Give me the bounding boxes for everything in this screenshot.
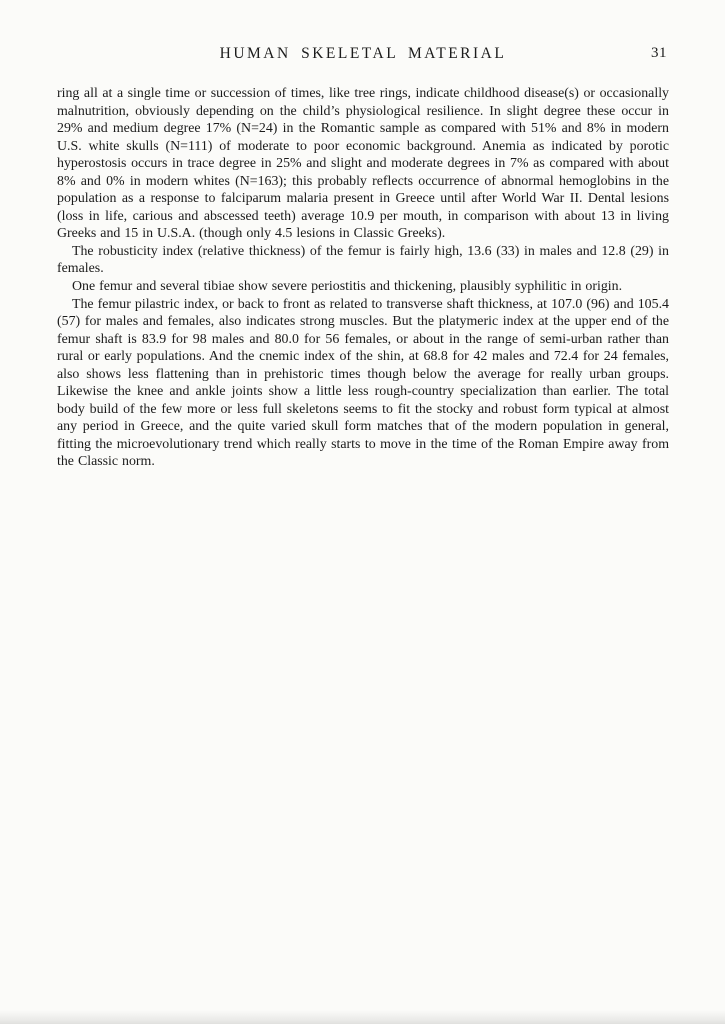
page-bottom-scan-shadow [0, 1010, 725, 1024]
paragraph-robusticity-index: The robusticity index (relative thickness) of the femur is fairly high, 13.6 (33) in males and 12.8 (29) in females. [57, 243, 669, 277]
paragraph-continuation: ring all at a single time or succession of times, like tree rings, indicate childhood disease(s) or occasionally malnutrition, obviously depending on the child’s physiological resilience. In slight degree these occur in 29% and medium degree 17% (N=24) in the Romantic sample as compared with 51% and 8% in modern U.S. white skulls (N=111) of moderate to poor economic background. Anemia as indicated by porotic hyperostosis occurs in trace degree in 25% and slight and moderate degrees in 7% as compared with about 8% and 0% in modern whites (N=163); this probably reflects occurrence of abnormal hemoglobins in the population as a response to falciparum malaria present in Greece until after World War II. Dental lesions (loss in life, carious and abscessed teeth) average 10.9 per mouth, in comparison with about 13 in living Greeks and 15 in U.S.A. (though only 4.5 lesions in Classic Greeks). [57, 86, 669, 242]
running-title: HUMAN SKELETAL MATERIAL [219, 45, 507, 62]
page-header [57, 45, 669, 63]
paragraph-pilastric-index: The femur pilastric index, or back to front as related to transverse shaft thickness, at 107.0 (96) and 105.4 (57) for males and females, also indicates strong muscles. But the platymeric index at the upper end of the femur shaft is 83.9 for 98 males and 80.0 for 56 females, or about in the range of semi-urban rather than rural or early populations. And the cnemic index of the shin, at 68.8 for 42 males and 72.4 for 24 females, also shows less flattening than in prehistoric times though below the average for really urban groups. Likewise the knee and ankle joints show a little less rough-country specialization than earlier. The total body build of the few more or less full skeletons seems to fit the stocky and robust form typical at almost any period in Greece, and the quite varied skull form matches that of the modern population in general, fitting the microevolutionary trend which really starts to move in the time of the Roman Empire away from the Classic norm. [57, 296, 669, 470]
body-text [57, 85, 669, 471]
page-number: 31 [651, 45, 667, 61]
paragraph-periostitis: One femur and several tibiae show severe periostitis and thickening, plausibly syphilitic in origin. [72, 279, 623, 295]
